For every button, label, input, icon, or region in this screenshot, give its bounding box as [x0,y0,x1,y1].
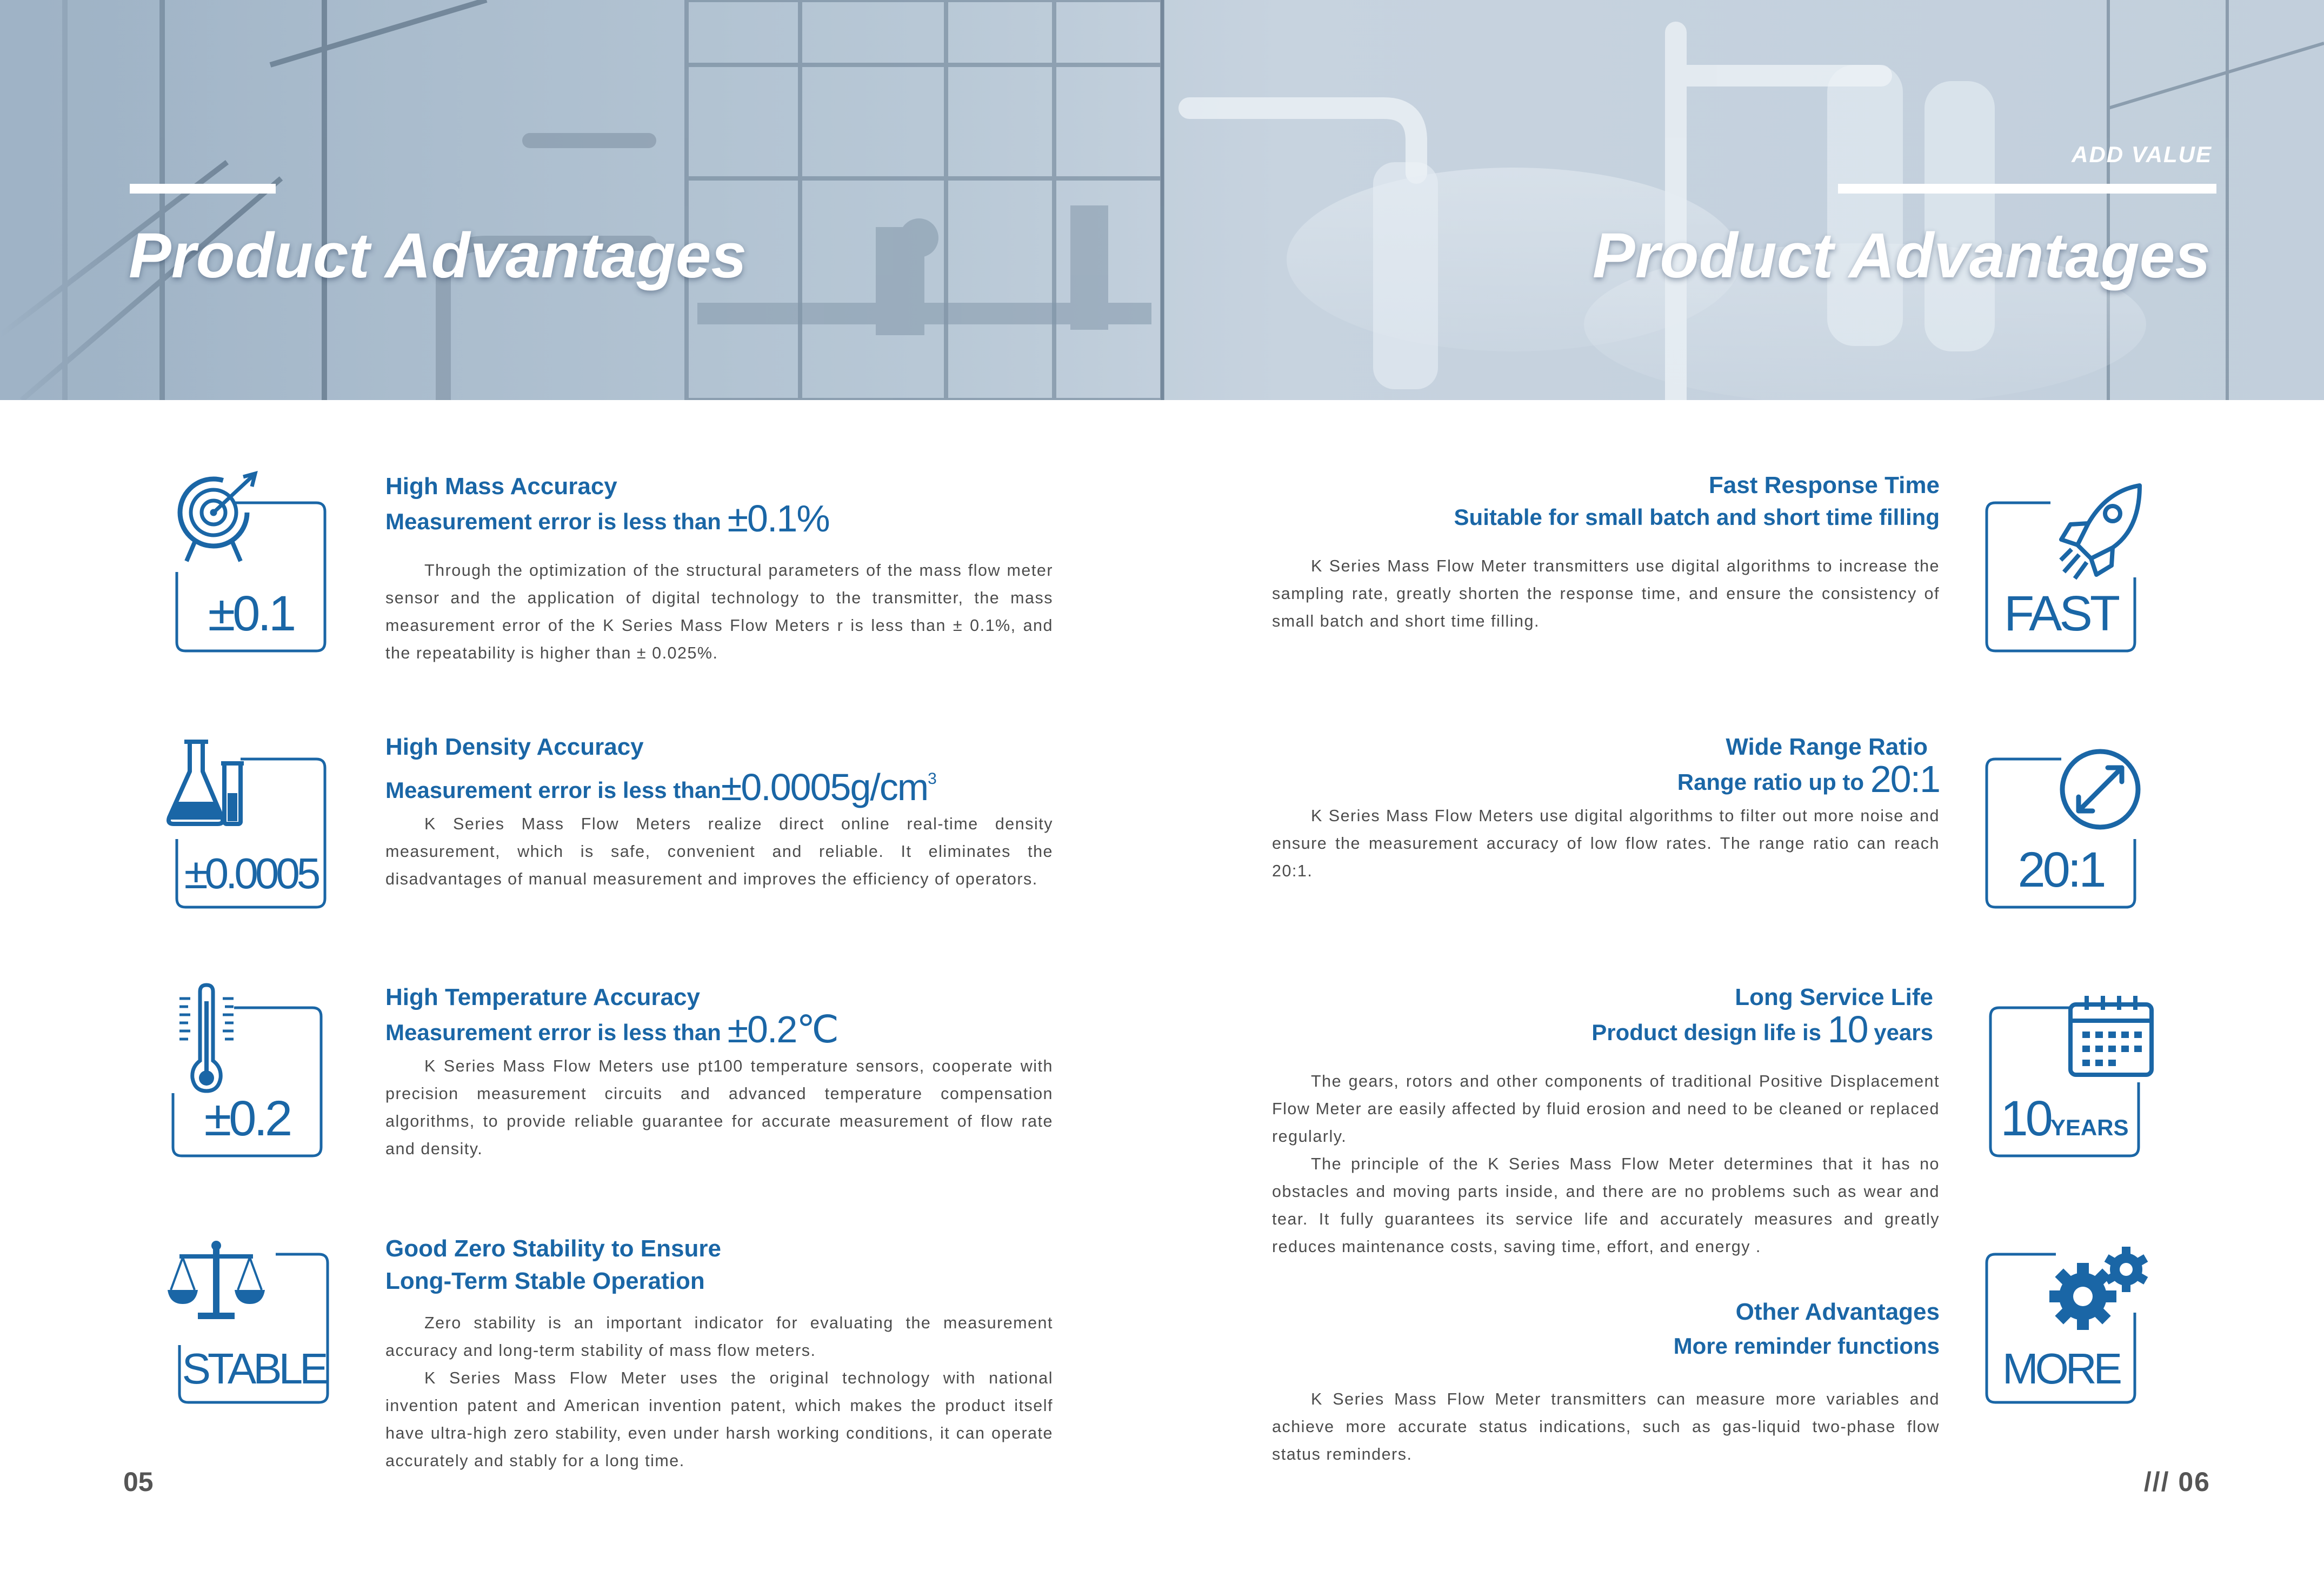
advantage-description: The principle of the K Series Mass Flow Meter determines that it has no obstacles and moving parts inside, and there are no problems such as wear and tear. It fully guarantees its service life and accurately measures and greatly reduces maintenance costs, saving time, effort, and energy . [1272,1155,1940,1256]
advantage-card-zero-stability [178,1253,329,1403]
advantage-subheading: Measurement error is less $than\pm 0.0005g/cm^3$ [385,766,936,808]
advantage-description: Through the optimization of the structural parameters of the mass flow meter sensor and the application of digital technology to the transmitter, the mass measurement error of the K Series Mass Flow Meters r is less than ± 0.1%, and the repeatability is higher than ± 0.025%. [385,561,1053,662]
advantage-value: 10 [1827,1008,1868,1050]
advantage-description: K Series Mass Flow Meters use digital algorithms to filter out more noise and ensure the measurement accuracy of low flow rates. The range ratio can reach 20:1. [1272,807,1940,880]
advantage-value: 20:1 [1870,758,1940,800]
card-label: 10YEARS [2000,1091,2129,1146]
advantage-card-density-accuracy [176,758,326,908]
page-number-left: 05 [123,1467,154,1497]
advantage-description: K Series Mass Flow Meters use pt100 temperature sensors, cooperate with precision measurement circuits and advanced temperature compensation algorithms, to provide reliable guarantee for accurate measurement of flow rate and density. [385,1057,1053,1158]
advantage-heading: Wide Range Ratio [1726,734,1928,760]
advantage-card-fast-response [1986,502,2136,652]
advantage-heading: High Density Accuracy [385,734,644,760]
banner-rule-left [130,184,276,194]
advantage-card-mass-accuracy [176,502,326,652]
advantage-description: K Series Mass Flow Meter uses the original technology with national invention patent and American invention patent, which makes the product itself have ultra-high zero stability, even under harsh working conditions, it can operate accurately and stably for a long time. [385,1369,1053,1470]
advantage-description: K Series Mass Flow Meter transmitters use digital algorithms to increase the sampling rate, greatly shorten the response time, and ensure the consistency of small batch and short time filling. [1272,557,1940,630]
advantage-temperature-accuracy [385,981,1053,1163]
banner-rule-right [1838,184,2216,194]
advantage-value: $\pm 0.0005g/cm^3$ [721,766,936,808]
advantage-heading: Fast Response Time [1708,472,1940,498]
header-banner [0,0,2324,400]
card-label: STABLE [182,1345,325,1393]
advantage-subheading: Product design life is 10 years [1591,1008,1933,1050]
advantage-fast-response [1272,469,1940,635]
advantage-card-other [1986,1253,2136,1403]
advantage-other [1272,1296,1940,1468]
advantage-card-service-life [1989,1007,2140,1157]
advantage-heading: High Mass Accuracy [385,473,617,500]
card-label: MORE [2002,1345,2119,1393]
advantage-heading-line2: Long-Term Stable Operation [385,1268,705,1294]
advantage-value: ±0.1% [727,497,829,540]
banner-kicker: ADD VALUE [2072,142,2212,167]
advantage-card-temperature-accuracy [172,1007,322,1157]
card-label: FAST [2003,586,2118,641]
advantage-wide-range [1272,731,1940,885]
advantage-description: The gears, rotors and other components of traditional Positive Displacement Flow Meter are easily affected by fluid erosion and need to be cleaned or replaced regularly. [1272,1072,1940,1146]
card-label: ±0.0005 [184,849,318,897]
advantage-zero-stability [385,1233,1053,1475]
advantage-subheading: Range ratio up to 20:1 [1677,758,1940,800]
advantage-subheading: More reminder functions [1673,1333,1940,1359]
advantage-density-accuracy [385,731,1053,893]
card-label: ±0.1 [208,586,294,641]
advantage-subheading: Measurement error is less than ±0.1% [385,497,829,540]
advantage-heading: High Temperature Accuracy [385,984,700,1010]
advantage-subheading: Measurement error is less than ±0.2℃ [385,1008,838,1050]
advantage-mass-accuracy [385,470,1053,667]
advantage-heading: Long Service Life [1735,984,1933,1010]
advantage-description: Zero stability is an important indicator for evaluating the measurement accuracy and long-term stability of mass flow meters. [385,1314,1053,1360]
advantage-heading: Other Advantages [1735,1299,1940,1325]
page-number-right: /// 06 [2143,1467,2210,1497]
card-label: 20:1 [2017,842,2104,897]
advantage-subheading: Suitable for small batch and short time filling [1454,504,1940,530]
advantage-description: K Series Mass Flow Meters realize direct online real-time density measurement, which is safe, convenient and reliable. It eliminates the disadvantages of manual measurement and improves the efficiency of operators. [385,815,1053,888]
advantage-heading: Good Zero Stability to Ensure [385,1235,721,1262]
advantage-value: ±0.2℃ [727,1008,838,1050]
advantage-description: K Series Mass Flow Meter transmitters can measure more variables and achieve more accurate status indications, such as gas-liquid two-phase flow status reminders. [1272,1390,1940,1463]
page-title-left: Product Advantages [129,220,747,291]
card-label: ±0.2 [204,1091,290,1146]
page-title-right: Product Advantages [1592,220,2210,291]
industrial-plant-photo [0,0,2324,400]
advantage-card-wide-range [1986,758,2136,908]
advantage-service-life [1272,981,1940,1261]
